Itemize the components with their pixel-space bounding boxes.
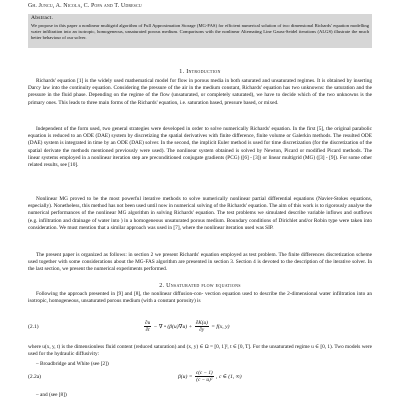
equation-body <box>178 370 242 383</box>
equation-rhs: , c ∈ (1, ∞) <box>216 373 242 380</box>
abstract-text: We propose in this paper a nonlinear multigrid algorithm of Full Approximation Storage (MG-FAS) for efficient numerical solution of two dimensional Richards' equation modelling water infiltration into an isotropic, homogeneous, unsaturated porous medium. Comparisons with the nonlinear Alternating Line Gauss-Seidel iterations (ALGS) illustrate the much better behaviour of our solver. <box>31 23 369 40</box>
fraction <box>195 370 214 383</box>
section-1-title: 1. Introduction <box>179 69 221 75</box>
fraction-denominator: ∂y <box>199 327 205 333</box>
equation-body <box>143 320 229 333</box>
intro-paragraph-3: Nonlinear MG proved to be the most powerful iterative methods to solve numerically nonlinear partial differential equations (Navier-Stokes equations, especially). Nonetheless, this method has not been used until now in numerical solving of the Richards' equation. The aim of this work is to rigorously analyse the numerical performances of the nonlinear MG algorithm in solving Richards' equation. The test problems we simulated describe variable inflows and outflows (e.g. infiltration and drainage of water into ) in a homogeneous unsaturated porous medium. Boundary conditions of Dirichlet and/or Robin type were taken into consideration. We must mention that a similar approach was used in [7], where the nonlinear iteration used was SIP. <box>28 196 372 231</box>
bullet-and-see-8: – and (see [8]) <box>36 392 67 398</box>
fraction <box>195 320 209 333</box>
equation-lhs: β(u) = <box>178 373 193 380</box>
section-2-paragraph-2: where u(x, y, t) is the dimensionless fluid content (reduced saturation) and (x, y) ∈ Ω = [0, 1]², t ∈ [0, T]. For the unsaturated regime u ∈ [0, 1). Two models were used for the hydraulic diffusivity: <box>28 344 372 358</box>
fraction-numerator: c(c − 1) <box>195 370 213 376</box>
fraction-numerator: ∂K(u) <box>195 320 208 326</box>
intro-paragraph-4: The present paper is organized as follows: in section 2 we present Richards' equation employed as test problem. The finite differences discretization scheme used together with some considerations about the MG-FAS algorithm are presented in section 3. Section 4 is devoted to the description of the iterative solver. In the last section, we present the numerical experiments performed. <box>28 252 372 273</box>
bullet-broadbridge-white: – Broadbridge and White (see [2]) <box>36 361 109 367</box>
fraction-denominator: (c − u)² <box>196 377 213 383</box>
equation-number: (2.1) <box>28 324 39 330</box>
section-2-title: 2. Unsaturated flow equations <box>159 283 241 289</box>
paper-authors: Gh. Juncu, A. Nicola, C. Popa and T. Udrescu <box>28 3 142 9</box>
equation-2-2a <box>28 370 372 388</box>
fraction <box>144 320 151 333</box>
equation-2-1 <box>28 320 372 338</box>
equation-middle: − ∇ • (β(u)∇u) + <box>153 323 193 330</box>
fraction-denominator: ∂t <box>145 327 150 333</box>
fraction-numerator: ∂u <box>145 320 151 326</box>
intro-paragraph-1: Richards' equation [1] is the widely used mathematical model for flow in porous media in both saturated and unsaturated regimes. It is obtained by inserting Darcy law into the continuity equation. Considering the pressure of the air in the medium constant, Richards' equation has two unknowns: the saturation and the pressure in the fluid phase. Depending on the regime of the flow (unsaturated, or completely saturated), we have to decide which of the two unknowns is the primary ones. This leads to three main forms of the Richards' equation, i.e. saturation based, pressure based, or mixed. <box>28 78 372 106</box>
section-2-paragraph-1: Following the approach presented in [9] and [8], the nonlinear diffusion-con- vection equation used to describe the 2-dimensional water infiltration into an isotropic, homogeneous, unsaturated porous medium (with a constant porosity) is <box>28 291 372 305</box>
equation-number: (2.2a) <box>28 374 41 380</box>
abstract-label: Abstract. <box>31 15 54 21</box>
abstract-box <box>28 14 372 48</box>
equation-rhs: = f(x, y) <box>211 323 230 330</box>
intro-paragraph-2: Independent of the form used, two general strategies were developed in order to solve numerically Richards' equation. In the first [5], the original parabolic equation is reduced to an ODE (DAE) system by discretizing the spatial derivatives with finite difference, finite volume or Galerkin methods. The resulted ODE (DAE) system is integrated in time by an ODE (DAE) solver. In the second, the implicit Euler method is used for time discretization (for the discretization of the spatial derivate the methods mentioned previously were used). The nonlinear system obtained is solved by Newton, Picard or modified Picard methods. The linear systems employed in a nonlinear iteration step are preconditioned conjugate gradients (PCG) ([6] - [3]) or linear multigrid (MG) ([3] - [9]). For some other related results, see [10]. <box>28 126 372 169</box>
